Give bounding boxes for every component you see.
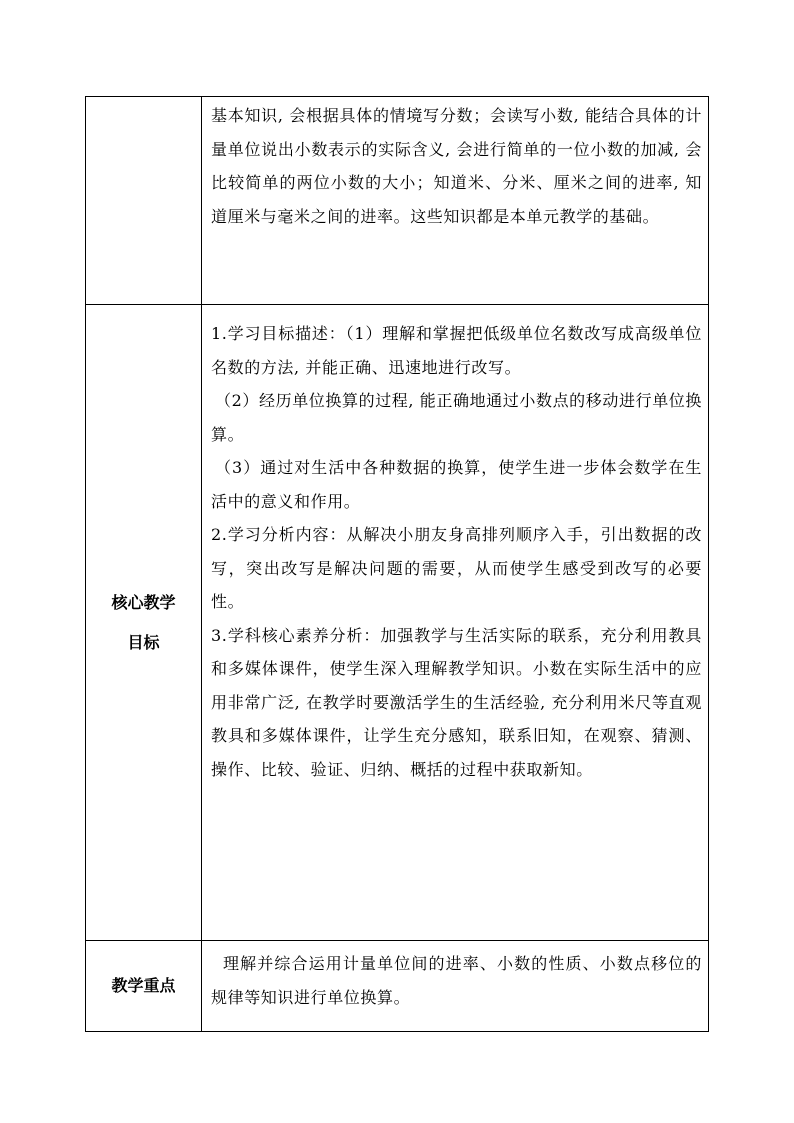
table-row-prior-knowledge: [86, 97, 709, 305]
row-content-teaching-focus: [202, 941, 709, 1032]
row-content-core-objectives: [202, 305, 709, 941]
content-paragraph: 3.学科核心素养分析：加强教学与生活实际的联系，充分利用教具和多媒体课件，使学生深入理解教学知识。小数在实际生活中的应用非常广泛, 在教学时要激活学生的生活经验, 充分利用米尺等直观教具和多媒体课件，让学生充分感知，联系旧知，在观察、猜测、操作、比较、验证、归纳、概括的过程中获取新知。: [211, 625, 702, 779]
content-paragraph: 基本知识, 会根据具体的情境写分数；会读写小数, 能结合具体的计量单位说出小数表示的实际含义, 会进行简单的一位小数的加减, 会比较简单的两位小数的大小；知道米、分米、厘米之间的进率, 知道厘米与毫米之间的进率。这些知识都是本单元教学的基础。: [211, 106, 702, 226]
row-label-teaching-focus: [86, 941, 202, 1032]
content-paragraph: 理解并综合运用计量单位间的进率、小数的性质、小数点移位的规律等知识进行单位换算。: [211, 954, 702, 1007]
table-row-core-objectives: [86, 305, 709, 941]
lesson-plan-table: [85, 96, 709, 1032]
row-label-line: 目标: [127, 632, 160, 652]
content-paragraph: （3）通过对生活中各种数据的换算，使学生进一步体会数学在生活中的意义和作用。: [211, 458, 702, 511]
content-paragraph: 1.学习目标描述：（1）理解和掌握把低级单位名数改写成高级单位名数的方法, 并能正确、迅速地进行改写。: [211, 324, 702, 377]
content-paragraph: 2.学习分析内容：从解决小朋友身高排列顺序入手，引出数据的改写，突出改写是解决问题的需要，从而使学生感受到改写的必要性。: [211, 525, 702, 611]
table-row-teaching-focus: [86, 941, 709, 1032]
row-label-empty: [86, 97, 202, 305]
row-label-line: 核心教学: [111, 592, 176, 612]
row-label-core-objectives: [86, 305, 202, 941]
row-label-line: 教学重点: [111, 976, 176, 995]
row-content-prior-knowledge: [202, 97, 709, 305]
content-paragraph: （2）经历单位换算的过程, 能正确地通过小数点的移动进行单位换算。: [211, 391, 702, 444]
